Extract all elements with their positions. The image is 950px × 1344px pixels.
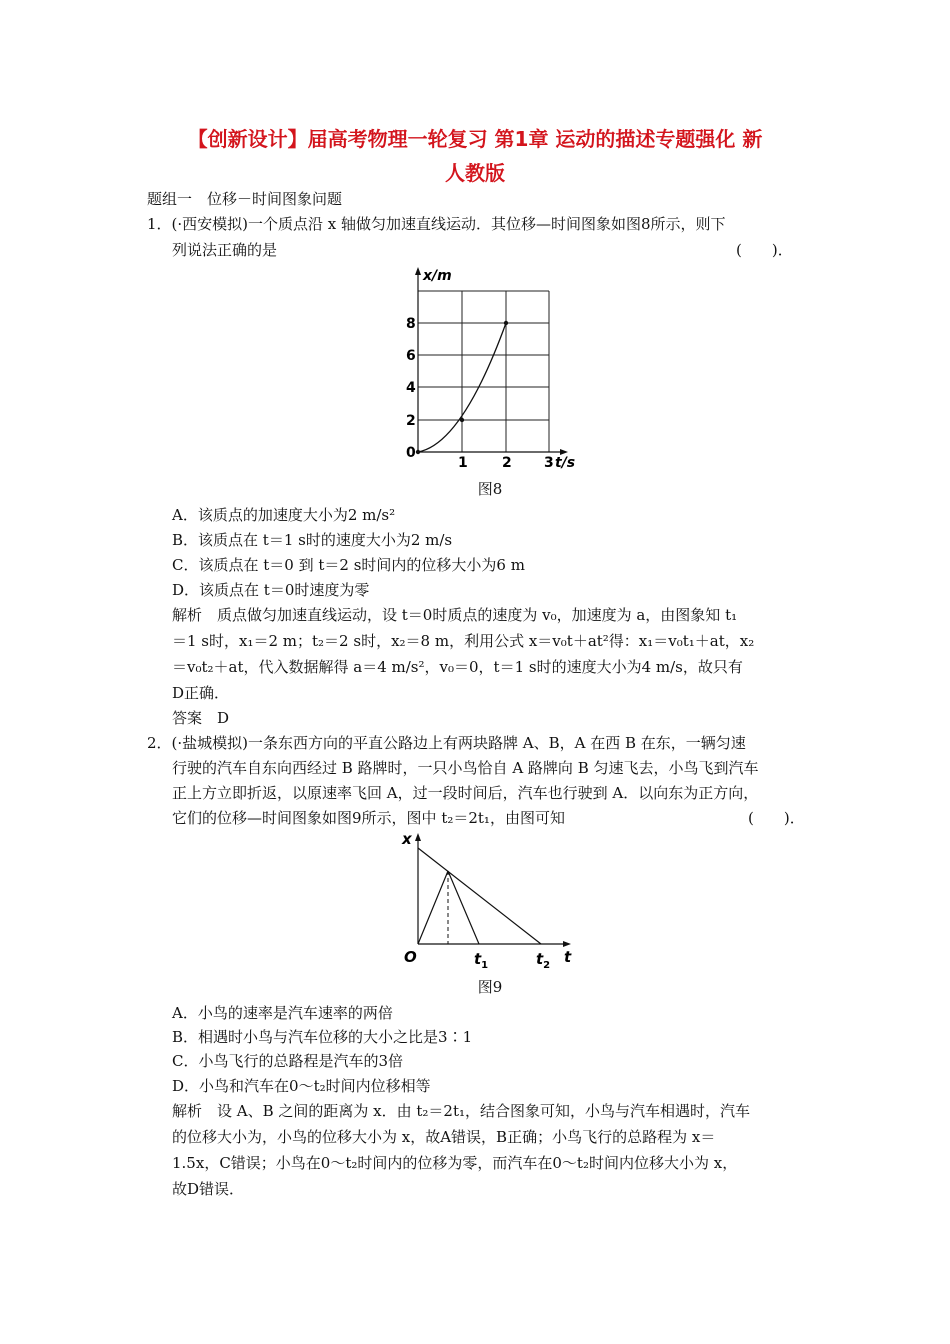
title-line-1: 【创新设计】届高考物理一轮复习 第1章 运动的描述专题强化 新 [187,127,763,151]
q1-answer-paren: ( )． [736,241,793,259]
q2-option-a: A．小鸟的速率是汽车速率的两倍 [172,1004,393,1022]
figure-8-x-tick: 2 [502,455,512,471]
q1-analysis-line-4: D正确． [172,684,230,702]
q2-option-c: C．小鸟飞行的总路程是汽车的3倍 [172,1052,404,1070]
group-heading: 题组一 位移－时间图象问题 [147,190,343,208]
figure-8-point-2 [504,321,508,325]
q1-option-a: A．该质点的加速度大小为2 m/s² [172,506,396,524]
figure-8-y-arrow [415,267,421,275]
figure-8-point-1 [460,418,464,422]
figure-8-origin-label: 0 [406,445,416,461]
figure-9-caption: 图9 [477,978,503,996]
figure-8-y-tick: 8 [406,316,416,332]
figure-8-grid [418,291,549,452]
q1-stem-line-1: 1．(·西安模拟)一个质点沿 x 轴做匀加速直线运动．其位移—时间图象如图8所示，则下 [147,215,726,233]
figure-9-t2-label: $t_2$ [536,950,551,971]
q1-option-c: C．该质点在 t＝0 到 t＝2 s时间内的位移大小为6 m [172,556,525,574]
q1-analysis-line-3: ＝v₀t₂＋at，代入数据解得 a＝4 m/s²，v₀＝0，t＝1 s时的速度大小为4 m/s，故只有 [172,658,743,676]
figure-8-point-origin [416,450,420,454]
figure-9-bird-out-line [418,871,448,944]
figure-9-y-label: x [402,830,412,848]
q2-option-d: D．小鸟和汽车在0～t₂时间内位移相等 [172,1077,431,1095]
figure-9-x-arrow [563,941,571,947]
figure-8-y-tick: 4 [406,380,416,396]
q2-stem-line-3: 正上方立即折返，以原速率飞回 A，过一段时间后，汽车也行驶到 A．以向东为正方向， [172,784,759,802]
figure-8-caption: 图8 [477,480,503,498]
q1-analysis-line-1: 解析 质点做匀加速直线运动，设 t＝0时质点的速度为 v₀，加速度为 a，由图象知 t₁ [172,606,738,624]
figure-8-y-tick: 2 [406,413,416,429]
q2-stem-line-1: 2．(·盐城模拟)一条东西方向的平直公路边上有两块路牌 A、B，A 在西 B 在东，一辆匀速 [147,734,746,752]
page-title [120,122,830,190]
figure-8-y-label: x/m [423,268,452,284]
q2-stem-line-4: 它们的位移—时间图象如图9所示，图中 t₂＝2t₁，由图可知 [172,809,565,827]
figure-9-t1-label: $t_1$ [474,950,489,971]
q1-analysis-line-2: ＝1 s时，x₁＝2 m；t₂＝2 s时，x₂＝8 m，利用公式 x＝v₀t＋at²得：x₁＝v₀t₁＋at，x₂ [172,632,755,650]
q2-option-b: B．相遇时小鸟与汽车位移的大小之比是3∶1 [172,1028,473,1046]
figure-9-y-arrow [415,833,421,841]
figure-8-x-tick: 3 [544,455,554,471]
q1-stem-line-2: 列说法正确的是 [172,241,278,259]
q1-answer: 答案 D [172,709,230,727]
title-line-2: 人教版 [445,161,505,185]
q2-analysis-line-3: 1.5x，C错误；小鸟在0～t₂时间内的位移为零，而汽车在0～t₂时间内位移大小为 x， [172,1154,738,1172]
figure-9-origin-label: O [404,948,417,966]
figure-9-bird-back-line [448,871,479,944]
figure-8-y-tick: 6 [406,348,416,364]
figure-8-graph [396,264,586,474]
q2-analysis-line-4: 故D错误． [172,1180,245,1198]
figure-8-x-tick: 1 [458,455,468,471]
figure-9-x-label: t [564,948,572,966]
figure-9-car-line [418,848,541,944]
q1-option-d: D．该质点在 t＝0时速度为零 [172,581,370,599]
q1-option-b: B．该质点在 t＝1 s时的速度大小为2 m/s [172,531,453,549]
q2-answer-paren: ( )． [748,809,805,827]
q2-analysis-line-2: 的位移大小为，小鸟的位移大小为 x，故A错误，B正确；小鸟飞行的总路程为 x＝ [172,1128,716,1146]
q2-analysis-line-1: 解析 设 A、B 之间的距离为 x．由 t₂＝2t₁，结合图象可知，小鸟与汽车相遇时，汽车 [172,1102,751,1120]
q2-stem-line-2: 行驶的汽车自东向西经过 B 路牌时，一只小鸟恰自 A 路牌向 B 匀速飞去，小鸟飞到汽车 [172,759,759,777]
figure-8-x-label: t/s [555,455,576,471]
figure-9-graph [396,826,586,974]
